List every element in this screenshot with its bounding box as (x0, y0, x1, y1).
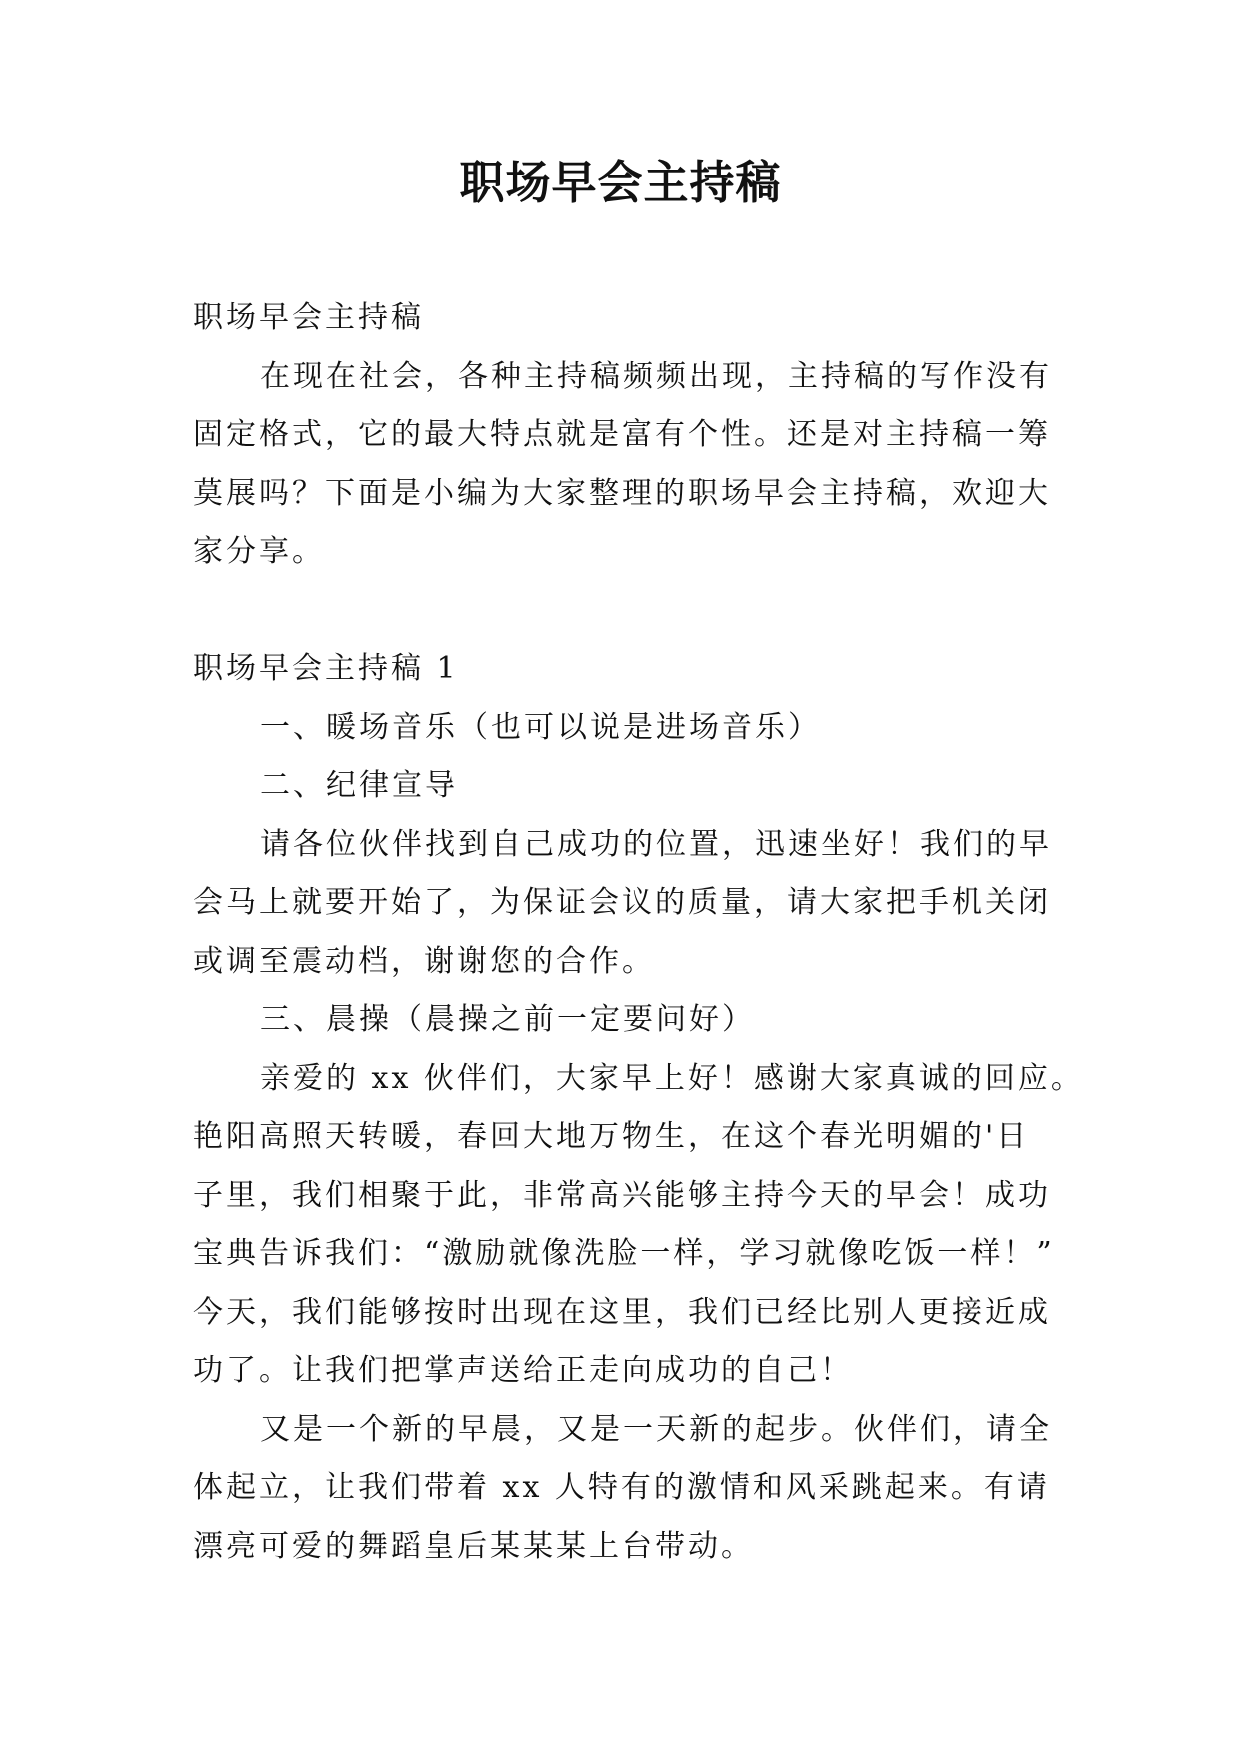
paragraph-line: 又是一个新的早晨，又是一天新的起步。伙伴们，请全 (260, 1411, 1052, 1447)
paragraph-line: 今天，我们能够按时出现在这里，我们已经比别人更接近成 (193, 1294, 1051, 1330)
paragraph-line: 固定格式，它的最大特点就是富有个性。还是对主持稿一筹 (193, 417, 1051, 452)
paragraph-line: 漂亮可爱的舞蹈皇后某某某上台带动。 (193, 1528, 754, 1564)
item-heading (193, 699, 1052, 758)
paragraph-line: 二、纪律宣导 (260, 768, 458, 803)
paragraph-line: 职场早会主持稿 1 (193, 651, 459, 686)
paragraph-line: 一、暖场音乐（也可以说是进场音乐） (260, 709, 821, 745)
section-heading (193, 289, 1052, 348)
paragraph-line: 功了。让我们把掌声送给正走向成功的自己！ (193, 1353, 853, 1388)
paragraph-line: 子里，我们相聚于此，非常高兴能够主持今天的早会！成功 (193, 1177, 1051, 1213)
document-body (193, 289, 1084, 1576)
paragraph-line: 艳阳高照天转暖，春回大地万物生，在这个春光明媚的'日 (193, 1119, 1030, 1154)
paragraph-line: 体起立，让我们带着 xx 人特有的激情和风采跳起来。有请 (193, 1470, 1050, 1505)
paragraph-line: 请各位伙伴找到自己成功的位置，迅速坐好！我们的早 (260, 826, 1052, 862)
intro-paragraph (193, 348, 1052, 582)
paragraph-line: 宝典告诉我们：“激励就像洗脸一样，学习就像吃饭一样！” (193, 1236, 1055, 1271)
paragraph-line: 家分享。 (193, 534, 325, 569)
item-heading (193, 757, 1052, 816)
paragraph (193, 1401, 1052, 1577)
paragraph-line: 亲爱的 xx 伙伴们，大家早上好！感谢大家真诚的回应。 (260, 1060, 1084, 1096)
paragraph-line: 三、晨操（晨操之前一定要问好） (260, 1002, 755, 1037)
paragraph (193, 1050, 1084, 1401)
section-heading (193, 640, 1052, 699)
paragraph-line: 莫展吗？下面是小编为大家整理的职场早会主持稿，欢迎大 (193, 475, 1051, 511)
paragraph (193, 816, 1052, 992)
item-heading (193, 991, 1052, 1050)
paragraph-line: 在现在社会，各种主持稿频频出现，主持稿的写作没有 (260, 358, 1052, 394)
paragraph-line: 或调至震动档，谢谢您的合作。 (193, 943, 655, 979)
paragraph-line: 会马上就要开始了，为保证会议的质量，请大家把手机关闭 (193, 885, 1051, 920)
paragraph-line: 职场早会主持稿 (193, 300, 424, 335)
page-title: 职场早会主持稿 (459, 156, 782, 209)
